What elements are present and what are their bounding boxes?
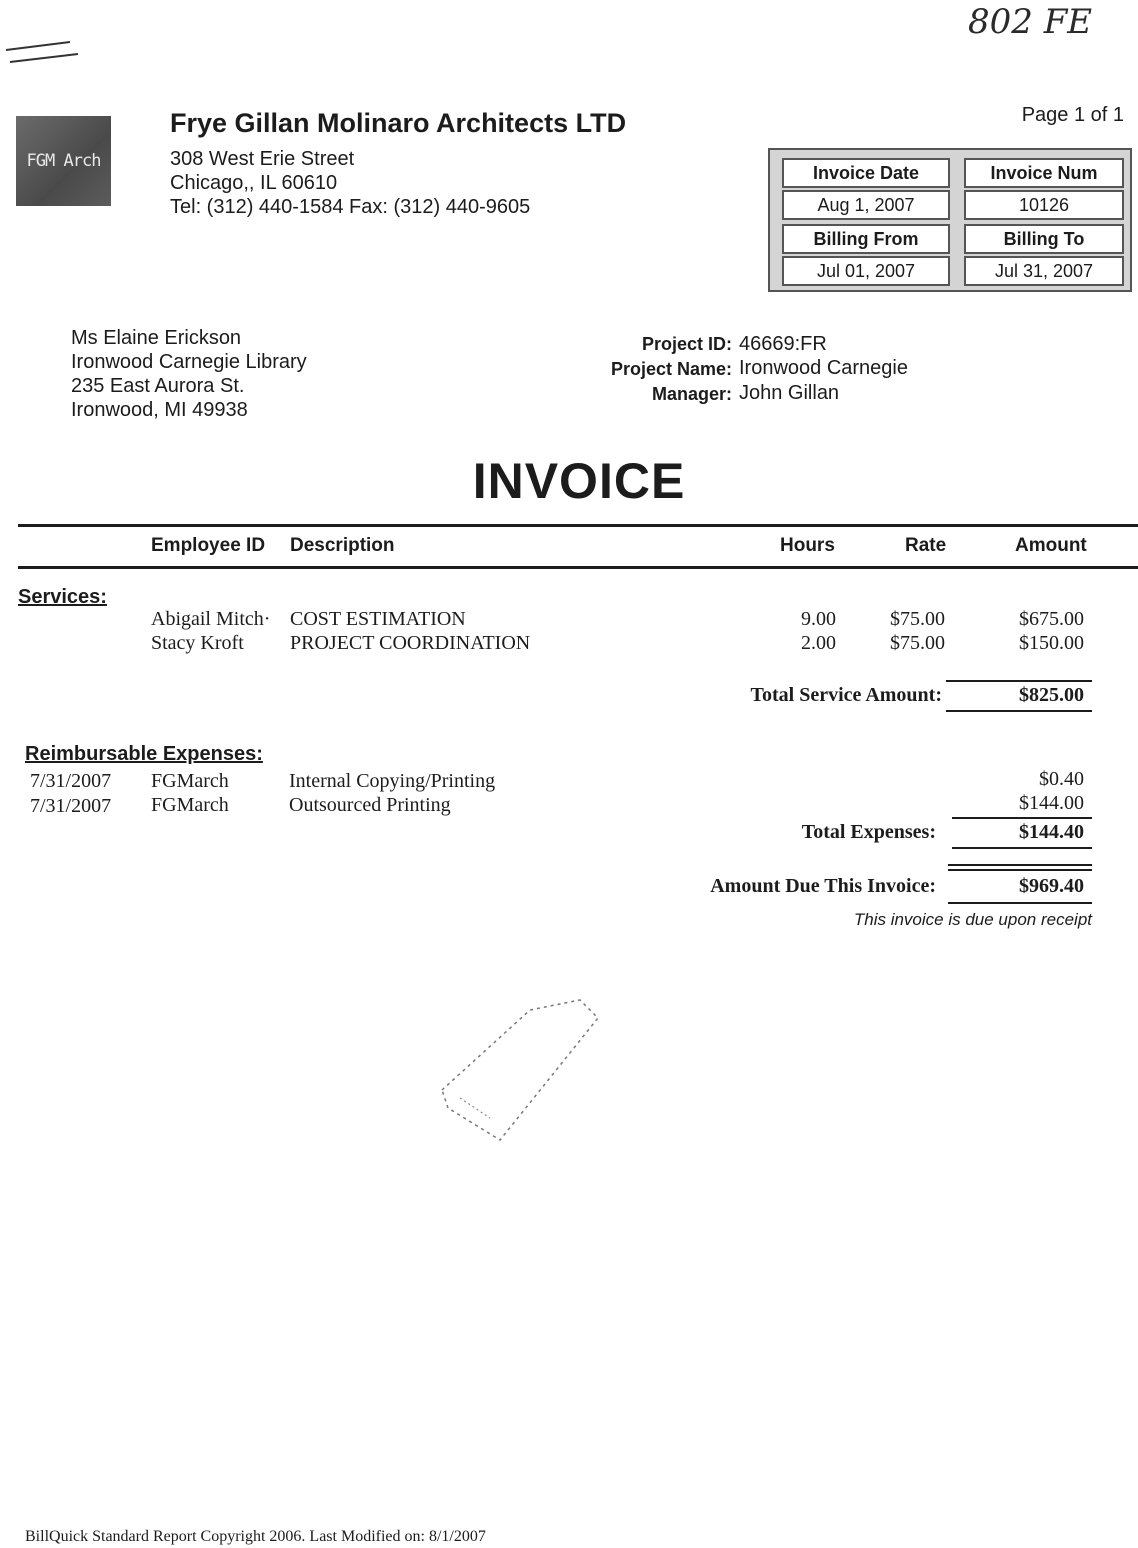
service-row-employee: Stacy Kroft [151,632,244,654]
billing-to-label: Billing To [964,224,1124,254]
amount-due-value: $969.40 [1019,875,1084,897]
expense-row-amount: $0.40 [1039,768,1084,790]
project-id-value: 46669:FR [739,333,827,355]
project-id-label: Project ID: [641,334,732,354]
service-row-description: PROJECT COORDINATION [290,632,531,654]
service-row-amount: $150.00 [1019,632,1084,654]
client-city: Ironwood, MI 49938 [71,399,248,421]
col-amount: Amount [1015,535,1087,556]
header-rule-bottom [18,566,1138,569]
company-logo: FGM Arch [16,116,111,206]
invoice-num-value: 10126 [964,190,1124,220]
faint-stamp-mark [430,990,610,1160]
service-row-rate: $75.00 [890,632,945,654]
expense-row-date: 7/31/2007 [30,795,112,817]
total-service-label: Total Service Amount: [750,684,942,706]
company-street: 308 West Erie Street [170,148,355,170]
total-expenses-amount: $144.40 [1019,821,1084,843]
client-name: Ms Elaine Erickson [71,327,242,349]
handwritten-note: 802 FE [968,2,1093,42]
service-total-rule-bottom [946,710,1092,712]
report-footer: BillQuick Standard Report Copyright 2006. Last Modified on: 8/1/2007 [25,1528,486,1545]
total-expenses-label: Total Expenses: [801,821,936,843]
total-service-amount: $825.00 [1019,684,1084,706]
amount-due-rule-bottom [948,902,1092,904]
company-phones: Tel: (312) 440-1584 Fax: (312) 440-9605 [170,196,531,218]
expense-total-rule-top [952,817,1092,819]
expense-row-amount: $144.00 [1019,792,1084,814]
project-name-label: Project Name: [610,359,732,379]
col-description: Description [290,535,395,556]
client-street: 235 East Aurora St. [71,375,245,397]
amount-due-rule-top-1 [948,864,1092,866]
service-total-rule-top [946,680,1092,682]
invoice-date-label: Invoice Date [782,158,950,188]
project-name-value: Ironwood Carnegie [739,357,908,379]
service-row-rate: $75.00 [890,608,945,630]
client-org: Ironwood Carnegie Library [71,351,307,373]
invoice-date-value: Aug 1, 2007 [782,190,950,220]
invoice-meta-box [768,148,1132,292]
expense-row-description: Internal Copying/Printing [289,770,496,792]
expense-row-description: Outsourced Printing [289,794,451,816]
col-rate: Rate [905,535,947,556]
expense-total-rule-bottom [952,847,1092,849]
service-row-amount: $675.00 [1019,608,1084,630]
expense-row-date: 7/31/2007 [30,770,112,792]
billing-from-label: Billing From [782,224,950,254]
expense-row-employee: FGMarch [151,794,229,816]
due-note: This invoice is due upon receipt [853,910,1092,929]
amount-due-rule-top-2 [948,869,1092,871]
billing-to-value: Jul 31, 2007 [964,256,1124,286]
service-row-hours: 2.00 [801,632,836,654]
company-name: Frye Gillan Molinaro Architects LTD [170,108,627,138]
col-employee-id: Employee ID [151,535,266,556]
invoice-num-label: Invoice Num [964,158,1124,188]
service-row-employee: Abigail Mitch· [151,608,271,630]
manager-value: John Gillan [739,382,840,404]
service-row-hours: 9.00 [801,608,836,630]
services-heading: Services: [18,586,107,608]
manager-label: Manager: [651,384,732,404]
amount-due-label: Amount Due This Invoice: [710,875,936,897]
expenses-heading: Reimbursable Expenses: [25,743,263,765]
pen-scribble-mark [0,20,90,70]
col-hours: Hours [780,535,835,556]
expense-row-employee: FGMarch [151,770,229,792]
invoice-title: INVOICE [472,453,686,509]
billing-from-value: Jul 01, 2007 [782,256,950,286]
company-city: Chicago,, IL 60610 [170,172,338,194]
page-number: Page 1 of 1 [1021,104,1124,126]
header-rule-top [18,524,1138,527]
service-row-description: COST ESTIMATION [290,608,466,630]
